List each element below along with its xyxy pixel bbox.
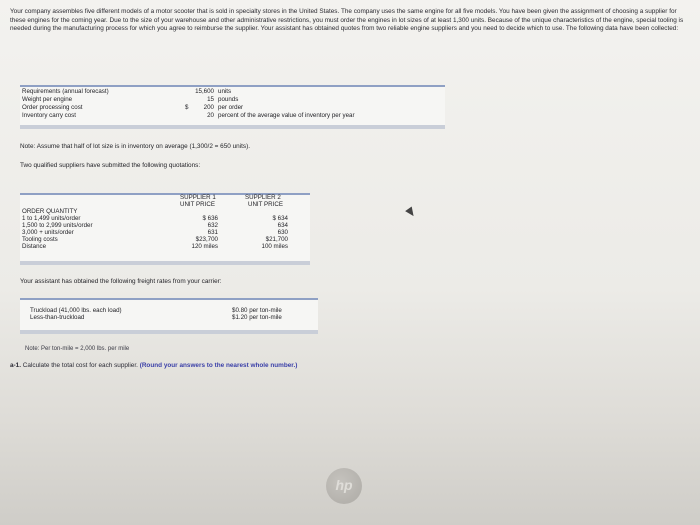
supplier2-subheader: UNIT PRICE [248, 201, 283, 208]
freight-table [20, 298, 318, 334]
freight-intro: Your assistant has obtained the following freight rates from your carrier: [20, 278, 222, 285]
quote-s2-value: 100 miles [261, 243, 288, 250]
quote-s2-value: 634 [277, 222, 288, 229]
requirements-table [20, 85, 445, 129]
supplier1-subheader: UNIT PRICE [180, 201, 215, 208]
req-value: 15,600 [195, 88, 214, 95]
req-unit: pounds [218, 96, 239, 103]
quote-row-label: Distance [22, 243, 47, 250]
req-label: Inventory carry cost [22, 112, 76, 119]
question-a1 [10, 362, 297, 369]
mouse-cursor-icon [405, 207, 417, 219]
req-label: Order processing cost [22, 104, 83, 111]
req-label: Weight per engine [22, 96, 73, 103]
freight-rate: $0.80 per ton-mile [232, 307, 282, 314]
req-label: Requirements (annual forecast) [22, 88, 109, 95]
quote-row-label: Tooling costs [22, 236, 58, 243]
quote-row-label: 1 to 1,499 units/order [22, 215, 81, 222]
freight-label: Less-than-truckload [30, 314, 85, 321]
intro-paragraph: Your company assembles five different models of a motor scooter that is sold in specialty stores in the United States. The company uses the same engine for all five models. You have been given the assignment of choosing a supplier for these engines for the coming year. Due to the size of your warehouse and other administrative restrictions, you must order the engines in lot sizes of at least 1,300 units. Because of the unique characteristics of the engine, special tooling is needed during the manufacturing process for which you agree to reimburse the supplier. Your assistant has obtained quotes from two reliable engine suppliers and you need to decide which to use. The following data have been collected: [10, 8, 684, 33]
ton-mile-note: Note: Per ton-mile = 2,000 lbs. per mile [25, 346, 130, 352]
req-value: 20 [207, 112, 214, 119]
req-value: 15 [207, 96, 214, 103]
quote-s2-value: $21,700 [265, 236, 288, 243]
question-number: a-1. [10, 362, 22, 369]
req-unit: units [218, 88, 232, 95]
suppliers-intro: Two qualified suppliers have submitted the following quotations: [20, 162, 201, 169]
quote-row-label: 1,500 to 2,999 units/order [22, 222, 93, 229]
quote-s1-value: 631 [207, 229, 218, 236]
req-unit: percent of the average value of inventory per year [218, 112, 355, 119]
req-dollar: $ [185, 104, 189, 111]
quote-s2-value: 630 [277, 229, 288, 236]
quote-s1-value: $ 636 [202, 215, 218, 222]
req-unit: per order [218, 104, 244, 111]
logo-text: hp [335, 477, 353, 493]
supplier2-header: SUPPLIER 2 [245, 194, 281, 201]
freight-rate: $1.20 per ton-mile [232, 314, 282, 321]
quote-s1-value: 120 miles [191, 243, 218, 250]
quote-s1-value: 632 [207, 222, 218, 229]
hp-logo-icon [326, 468, 362, 504]
quote-s2-value: $ 634 [272, 215, 288, 222]
supplier1-header: SUPPLIER 1 [180, 194, 216, 201]
order-quantity-header: ORDER QUANTITY [22, 208, 78, 215]
question-text: Calculate the total cost for each supplier. [22, 362, 138, 369]
quote-s1-value: $23,700 [195, 236, 218, 243]
lot-size-note: Note: Assume that half of lot size is in inventory on average (1,300/2 = 650 units). [20, 143, 251, 150]
question-hint: (Round your answers to the nearest whole number.) [139, 362, 298, 369]
freight-label: Truckload (41,000 lbs. each load) [30, 307, 122, 314]
quotations-table [20, 193, 310, 265]
req-value: 200 [203, 104, 214, 111]
quote-row-label: 3,000 + units/order [22, 229, 74, 236]
